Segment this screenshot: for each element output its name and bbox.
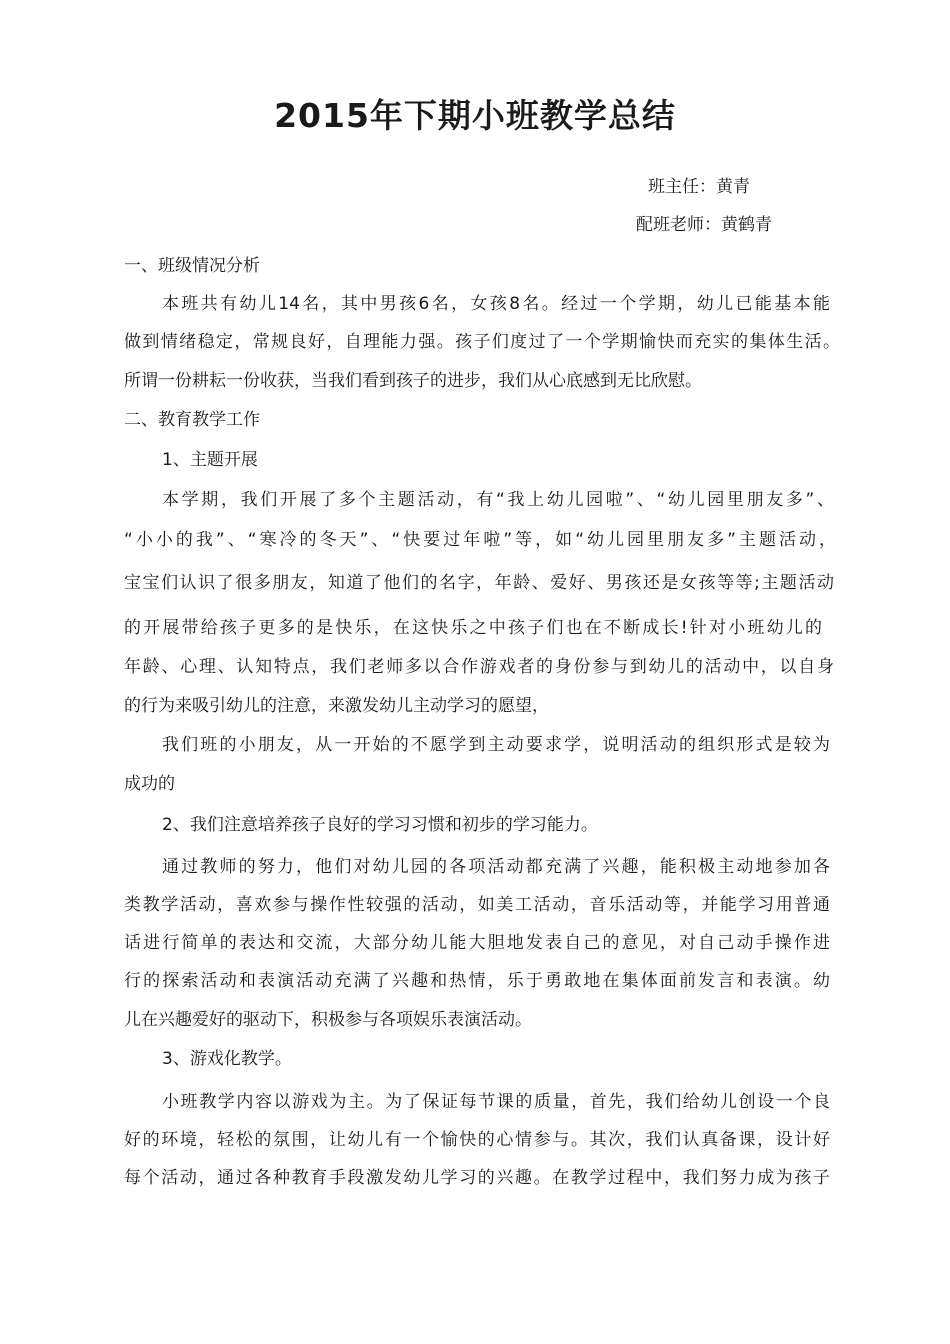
paragraph-line: 的开展带给孩子更多的是快乐，在这快乐之中孩子们也在不断成长!针对小班幼儿的 (124, 618, 822, 638)
paragraph-line: 所谓一份耕耘一份收获，当我们看到孩子的进步，我们从心底感到无比欣慰。 (124, 371, 702, 391)
paragraph-line: 成功的 (124, 774, 175, 794)
paragraph-line: 通过教师的努力，他们对幼儿园的各项活动都充满了兴趣，能积极主动地参加各 (162, 857, 830, 877)
paragraph-line: 每个活动，通过各种教育手段激发幼儿学习的兴趣。在教学过程中，我们努力成为孩子 (124, 1168, 830, 1188)
paragraph-line: 我们班的小朋友，从一开始的不愿学到主动要求学，说明活动的组织形式是较为 (162, 735, 830, 755)
section1-heading: 一、班级情况分析 (124, 256, 260, 276)
paragraph-line: 小班教学内容以游戏为主。为了保证每节课的质量，首先，我们给幼儿创设一个良 (162, 1092, 830, 1112)
subsection2-heading: 2、我们注意培养孩子良好的学习习惯和初步的学习能力。 (162, 815, 598, 835)
paragraph-line: 本班共有幼儿14名，其中男孩6名，女孩8名。经过一个学期，幼儿已能基本能 (162, 294, 830, 314)
paragraph-line: “小小的我”、“寒冷的冬天”、“快要过年啦”等，如“幼儿园里朋友多”主题活动， (124, 530, 836, 550)
paragraph-line: 好的环境，轻松的氛围，让幼儿有一个愉快的心情参与。其次，我们认真备课，设计好 (124, 1130, 830, 1150)
head-teacher-label: 班主任：黄青 (648, 177, 750, 197)
paragraph-line: 宝宝们认识了很多朋友，知道了他们的名字，年龄、爱好、男孩还是女孩等等;主题活动 (124, 573, 834, 593)
paragraph-line: 做到情绪稳定，常规良好，自理能力强。孩子们度过了一个学期愉快而充实的集体生活。 (124, 332, 840, 352)
section2-heading: 二、教育教学工作 (124, 410, 260, 430)
paragraph-line: 类教学活动，喜欢参与操作性较强的活动，如美工活动，音乐活动等，并能学习用普通 (124, 895, 830, 915)
document-title: 2015年下期小班教学总结 (274, 96, 676, 135)
paragraph-line: 本学期，我们开展了多个主题活动，有“我上幼儿园啦”、“幼儿园里朋友多”、 (162, 490, 834, 510)
assistant-teacher-label: 配班老师：黄鹤青 (636, 215, 772, 235)
subsection1-heading: 1、主题开展 (162, 450, 258, 470)
paragraph-line: 的行为来吸引幼儿的注意，来激发幼儿主动学习的愿望， (124, 696, 549, 716)
paragraph-line: 儿在兴趣爱好的驱动下，积极参与各项娱乐表演活动。 (124, 1010, 532, 1030)
paragraph-line: 行的探索活动和表演活动充满了兴趣和热情，乐于勇敢地在集体面前发言和表演。幼 (124, 971, 830, 991)
paragraph-line: 年龄、心理、认知特点，我们老师多以合作游戏者的身份参与到幼儿的活动中，以自身 (124, 657, 834, 677)
paragraph-line: 话进行简单的表达和交流，大部分幼儿能大胆地发表自己的意见，对自己动手操作进 (124, 933, 830, 953)
subsection3-heading: 3、游戏化教学。 (162, 1049, 292, 1069)
